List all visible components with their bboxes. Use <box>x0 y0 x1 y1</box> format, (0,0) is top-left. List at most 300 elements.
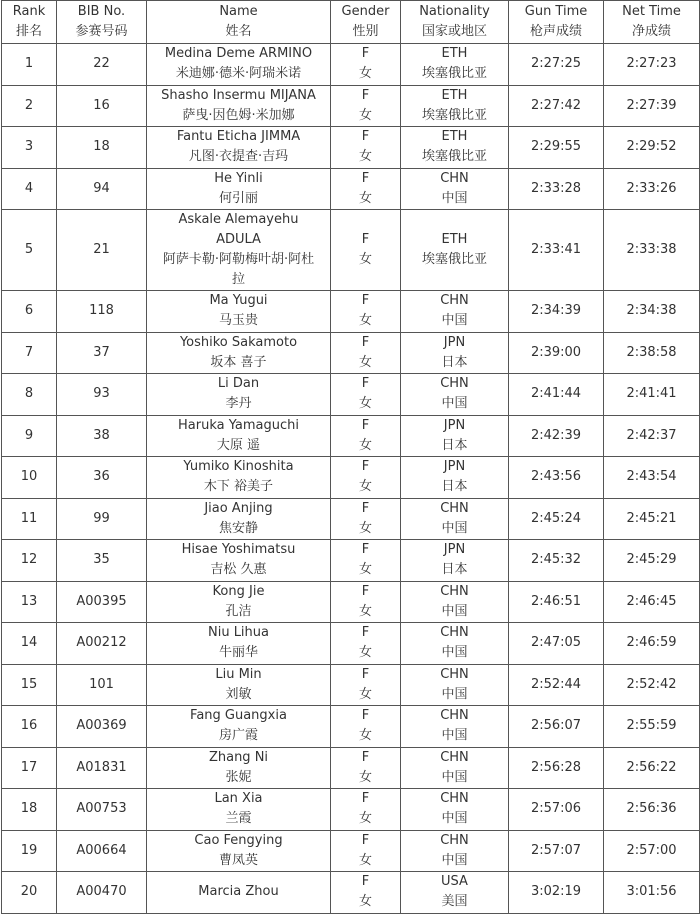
gender-cell <box>331 872 401 914</box>
name-cell-line: 大原 遥 <box>216 437 261 453</box>
rank-cell-line: 14 <box>20 635 38 651</box>
net-time-cell <box>604 581 700 623</box>
nationality-cell-line: CHN <box>440 625 469 641</box>
gender-cell <box>331 581 401 623</box>
rank-cell <box>2 581 57 623</box>
net-time-cell <box>604 210 700 291</box>
nationality-cell-line: 中国 <box>441 520 468 536</box>
rank-cell <box>2 332 57 374</box>
name-cell-line: He Yinli <box>214 170 263 186</box>
gender-cell-line: F <box>361 542 370 558</box>
gender-cell-line: F <box>361 46 370 62</box>
gun-time-cell-line: 2:47:05 <box>530 635 582 651</box>
gender-cell-line: F <box>361 583 370 599</box>
net-time-cell-line: 2:27:39 <box>626 97 677 113</box>
rank-cell <box>2 457 57 499</box>
gun-time-cell-line: 2:27:42 <box>530 97 582 113</box>
gender-cell <box>331 210 401 291</box>
bib-cell-line: A01831 <box>76 759 127 775</box>
name-cell-line: 何引丽 <box>218 190 258 206</box>
gun-time-cell <box>509 332 604 374</box>
name-cell <box>147 581 331 623</box>
gun-time-cell <box>509 581 604 623</box>
nationality-cell-line: 日本 <box>441 437 468 453</box>
name-cell-line: 兰霞 <box>225 811 252 827</box>
gun-time-cell-line: 2:57:06 <box>530 801 582 817</box>
nationality-cell-line: 日本 <box>441 354 468 370</box>
gender-cell-line: 女 <box>358 769 372 785</box>
nationality-cell-line: 中国 <box>441 190 468 206</box>
nationality-cell-line: CHN <box>440 500 469 516</box>
name-cell <box>147 415 331 457</box>
nationality-cell <box>401 747 509 789</box>
gun-time-cell <box>509 498 604 540</box>
rank-cell-line: 6 <box>24 303 34 319</box>
rank-cell <box>2 872 57 914</box>
gender-cell-line: 女 <box>358 313 372 329</box>
header-rank-zh: 排名 <box>15 24 42 39</box>
header-gender-zh: 性别 <box>352 24 379 39</box>
nationality-cell-line: 中国 <box>441 396 468 412</box>
nationality-cell-line: CHN <box>440 293 469 309</box>
bib-cell <box>57 664 147 706</box>
net-time-cell-line: 2:52:42 <box>626 676 677 692</box>
gender-cell-line: F <box>361 87 370 103</box>
gun-time-cell <box>509 872 604 914</box>
nationality-cell-line: ETH <box>441 87 468 103</box>
gender-cell <box>331 623 401 665</box>
gun-time-cell-line: 2:56:28 <box>530 759 582 775</box>
gender-cell-line: 女 <box>358 479 372 495</box>
gender-cell-line: 女 <box>358 852 372 868</box>
gun-time-cell-line: 2:39:00 <box>530 344 582 360</box>
gender-cell-line: 女 <box>358 562 372 578</box>
bib-cell-line: 99 <box>93 510 110 526</box>
gender-cell-line: 女 <box>358 437 372 453</box>
net-time-cell <box>604 374 700 416</box>
gender-cell-line: 女 <box>358 645 372 661</box>
name-cell-line: Kong Jie <box>212 583 265 599</box>
table-row <box>2 44 700 86</box>
net-time-cell <box>604 623 700 665</box>
nationality-cell-line: ETH <box>441 46 468 62</box>
gender-cell-line: F <box>361 625 370 641</box>
header-bib <box>57 1 147 44</box>
gender-cell <box>331 789 401 831</box>
gun-time-cell-line: 2:29:55 <box>530 139 582 155</box>
rank-cell <box>2 747 57 789</box>
bib-cell <box>57 789 147 831</box>
gender-cell-line: 女 <box>358 686 372 702</box>
name-cell-line: 木下 裕美子 <box>203 479 274 495</box>
rank-cell-line: 18 <box>20 801 38 817</box>
nationality-cell-line: 中国 <box>441 769 468 785</box>
nationality-cell <box>401 332 509 374</box>
gender-cell-line: F <box>361 170 370 186</box>
gun-time-cell <box>509 623 604 665</box>
name-cell-line: 马玉贵 <box>218 313 258 329</box>
gun-time-cell-line: 3:02:19 <box>530 884 582 900</box>
net-time-cell-line: 2:33:26 <box>626 180 677 196</box>
gender-cell-line: 女 <box>358 66 372 82</box>
net-time-cell <box>604 706 700 748</box>
gender-cell-line: 女 <box>358 520 372 536</box>
gender-cell <box>331 706 401 748</box>
header-nationality <box>401 1 509 44</box>
nationality-cell <box>401 168 509 210</box>
gender-cell-line: F <box>361 500 370 516</box>
bib-cell <box>57 332 147 374</box>
gender-cell <box>331 540 401 582</box>
gender-cell-line: F <box>361 708 370 724</box>
net-time-cell-line: 2:46:59 <box>626 635 677 651</box>
header-nationality-en: Nationality <box>419 4 490 19</box>
nationality-cell-line: CHN <box>440 708 469 724</box>
rank-cell <box>2 498 57 540</box>
gun-time-cell-line: 2:42:39 <box>530 427 582 443</box>
table-row <box>2 872 700 914</box>
gun-time-cell-line: 2:45:24 <box>530 510 582 526</box>
name-cell <box>147 830 331 872</box>
header-net-time <box>604 1 700 44</box>
table-row <box>2 581 700 623</box>
bib-cell-line: 118 <box>89 303 114 319</box>
rank-cell-line: 20 <box>20 884 38 900</box>
table-row <box>2 85 700 127</box>
rank-cell <box>2 415 57 457</box>
bib-cell-line: 94 <box>93 180 110 196</box>
nationality-cell-line: CHN <box>440 170 469 186</box>
header-gun-time-zh: 枪声成绩 <box>529 24 582 39</box>
name-cell <box>147 540 331 582</box>
nationality-cell <box>401 623 509 665</box>
rank-cell <box>2 830 57 872</box>
table-header <box>2 1 700 44</box>
rank-cell <box>2 85 57 127</box>
gun-time-cell-line: 2:41:44 <box>530 386 582 402</box>
nationality-cell-line: CHN <box>440 666 469 682</box>
gun-time-cell-line: 2:57:07 <box>530 842 582 858</box>
bib-cell-line: 101 <box>89 676 114 692</box>
gun-time-cell <box>509 374 604 416</box>
gun-time-cell <box>509 457 604 499</box>
rank-cell-line: 16 <box>20 718 38 734</box>
gun-time-cell <box>509 85 604 127</box>
gender-cell <box>331 127 401 169</box>
nationality-cell-line: 日本 <box>441 562 468 578</box>
header-rank <box>2 1 57 44</box>
gender-cell-line: 女 <box>358 190 372 206</box>
rank-cell <box>2 168 57 210</box>
rank-cell-line: 12 <box>20 552 38 568</box>
name-cell-line: Marcia Zhou <box>198 884 279 900</box>
bib-cell <box>57 498 147 540</box>
name-cell-line: Medina Deme ARMINO <box>164 46 313 62</box>
name-cell <box>147 210 331 291</box>
name-cell-line: 李丹 <box>225 396 252 412</box>
bib-cell-line: 37 <box>93 344 110 360</box>
gender-cell <box>331 85 401 127</box>
net-time-cell <box>604 85 700 127</box>
nationality-cell <box>401 830 509 872</box>
nationality-cell-line: 中国 <box>441 811 468 827</box>
gender-cell-line: F <box>361 293 370 309</box>
net-time-cell-line: 2:38:58 <box>626 344 677 360</box>
bib-cell <box>57 581 147 623</box>
rank-cell <box>2 664 57 706</box>
name-cell-line: Fantu Eticha JIMMA <box>176 129 301 145</box>
table-body <box>2 44 700 914</box>
bib-cell-line: 38 <box>93 427 110 443</box>
net-time-cell-line: 2:57:00 <box>626 842 677 858</box>
bib-cell <box>57 457 147 499</box>
name-cell-line: Yoshiko Sakamoto <box>179 334 298 350</box>
gun-time-cell-line: 2:52:44 <box>530 676 582 692</box>
name-cell-line: 孔洁 <box>225 603 252 619</box>
header-gender <box>331 1 401 44</box>
header-nationality-zh: 国家或地区 <box>421 24 487 39</box>
gun-time-cell <box>509 747 604 789</box>
nationality-cell <box>401 127 509 169</box>
gun-time-cell-line: 2:45:32 <box>530 552 582 568</box>
nationality-cell-line: 中国 <box>441 852 468 868</box>
net-time-cell-line: 2:34:38 <box>626 303 677 319</box>
net-time-cell <box>604 332 700 374</box>
table-row <box>2 168 700 210</box>
name-cell-line: ADULA <box>216 232 261 247</box>
nationality-cell-line: CHN <box>440 791 469 807</box>
nationality-cell <box>401 498 509 540</box>
rank-cell <box>2 789 57 831</box>
gun-time-cell <box>509 415 604 457</box>
gender-cell-line: F <box>361 832 370 848</box>
nationality-cell-line: 埃塞俄比亚 <box>421 149 487 165</box>
net-time-cell <box>604 747 700 789</box>
header-name-en: Name <box>219 4 258 19</box>
table-row <box>2 332 700 374</box>
table-row <box>2 291 700 333</box>
gun-time-cell <box>509 540 604 582</box>
bib-cell-line: A00753 <box>76 801 127 817</box>
gender-cell-line: 女 <box>358 107 372 123</box>
table-row <box>2 127 700 169</box>
name-cell-line: 阿萨卡勒·阿勒梅叶胡·阿杜 <box>162 252 315 267</box>
net-time-cell <box>604 830 700 872</box>
name-cell <box>147 374 331 416</box>
bib-cell-line: A00395 <box>76 593 127 609</box>
name-cell-line: Ma Yugui <box>209 293 268 309</box>
name-cell <box>147 872 331 914</box>
bib-cell <box>57 706 147 748</box>
gender-cell-line: 女 <box>358 396 372 412</box>
name-cell-line: Hisae Yoshimatsu <box>181 542 296 558</box>
header-name-zh: 姓名 <box>225 24 252 39</box>
name-cell-line: 坂本 喜子 <box>210 354 267 370</box>
rank-cell-line: 9 <box>24 427 34 443</box>
nationality-cell <box>401 706 509 748</box>
header-bib-en: BIB No. <box>77 4 126 19</box>
name-cell-line: 米迪娜·德米·阿瑞米诺 <box>175 66 302 82</box>
nationality-cell-line: 中国 <box>441 603 468 619</box>
gender-cell-line: F <box>361 376 370 392</box>
gender-cell-line: 女 <box>358 603 372 619</box>
name-cell-line: Shasho Insermu MIJANA <box>161 87 316 103</box>
gender-cell-line: F <box>361 232 370 247</box>
header-row <box>2 1 700 44</box>
header-gender-en: Gender <box>341 4 390 19</box>
net-time-cell <box>604 168 700 210</box>
net-time-cell-line: 2:45:21 <box>626 510 677 526</box>
gun-time-cell <box>509 210 604 291</box>
gender-cell-line: 女 <box>358 811 372 827</box>
bib-cell <box>57 168 147 210</box>
rank-cell <box>2 706 57 748</box>
name-cell <box>147 457 331 499</box>
table-row <box>2 210 700 291</box>
name-cell-line: Niu Lihua <box>207 625 269 641</box>
bib-cell-line: 35 <box>93 552 110 568</box>
name-cell-line: Cao Fengying <box>194 832 283 848</box>
bib-cell-line: 36 <box>93 469 110 485</box>
net-time-cell-line: 2:56:36 <box>626 801 677 817</box>
gender-cell <box>331 830 401 872</box>
net-time-cell <box>604 540 700 582</box>
bib-cell <box>57 291 147 333</box>
net-time-cell-line: 3:01:56 <box>626 884 677 900</box>
gun-time-cell <box>509 168 604 210</box>
header-rank-en: Rank <box>12 4 46 19</box>
nationality-cell-line: JPN <box>443 542 466 558</box>
net-time-cell-line: 2:33:38 <box>626 242 677 257</box>
nationality-cell-line: CHN <box>440 583 469 599</box>
nationality-cell-line: 埃塞俄比亚 <box>421 66 487 82</box>
nationality-cell <box>401 664 509 706</box>
gender-cell <box>331 374 401 416</box>
bib-cell-line: A00369 <box>76 718 127 734</box>
gender-cell <box>331 457 401 499</box>
nationality-cell <box>401 210 509 291</box>
table-row <box>2 623 700 665</box>
nationality-cell-line: JPN <box>443 459 466 475</box>
nationality-cell-line: CHN <box>440 832 469 848</box>
rank-cell-line: 4 <box>24 180 34 196</box>
gender-cell <box>331 332 401 374</box>
table-row <box>2 664 700 706</box>
net-time-cell <box>604 44 700 86</box>
name-cell-line: 凡图·衣提查·吉玛 <box>188 149 289 165</box>
name-cell <box>147 498 331 540</box>
rank-cell-line: 15 <box>20 676 38 692</box>
name-cell-line: 房广霞 <box>218 728 258 744</box>
nationality-cell <box>401 540 509 582</box>
nationality-cell <box>401 85 509 127</box>
net-time-cell-line: 2:43:54 <box>626 469 677 485</box>
gender-cell-line: F <box>361 791 370 807</box>
header-name <box>147 1 331 44</box>
net-time-cell <box>604 415 700 457</box>
gender-cell <box>331 415 401 457</box>
gun-time-cell-line: 2:34:39 <box>530 303 582 319</box>
name-cell <box>147 789 331 831</box>
gender-cell-line: 女 <box>358 354 372 370</box>
gender-cell-line: 女 <box>358 252 372 267</box>
gender-cell-line: 女 <box>358 728 372 744</box>
rank-cell-line: 7 <box>24 344 34 360</box>
net-time-cell-line: 2:41:41 <box>626 386 677 402</box>
bib-cell-line: A00664 <box>76 842 127 858</box>
name-cell <box>147 332 331 374</box>
name-cell-line: Fang Guangxia <box>190 708 287 724</box>
rank-cell-line: 5 <box>24 242 34 257</box>
nationality-cell <box>401 374 509 416</box>
rank-cell-line: 8 <box>24 386 34 402</box>
name-cell-line: 拉 <box>231 272 245 287</box>
header-gun-time <box>509 1 604 44</box>
net-time-cell-line: 2:42:37 <box>626 427 677 443</box>
table-row <box>2 789 700 831</box>
nationality-cell-line: CHN <box>440 749 469 765</box>
gender-cell-line: F <box>361 129 370 145</box>
rank-cell-line: 2 <box>24 97 34 113</box>
bib-cell <box>57 44 147 86</box>
gun-time-cell <box>509 127 604 169</box>
bib-cell-line: 22 <box>93 56 110 72</box>
name-cell <box>147 706 331 748</box>
gender-cell <box>331 168 401 210</box>
gun-time-cell-line: 2:27:25 <box>530 56 582 72</box>
bib-cell <box>57 623 147 665</box>
name-cell-line: 张妮 <box>225 769 252 785</box>
nationality-cell-line: ETH <box>441 129 468 145</box>
gender-cell <box>331 44 401 86</box>
header-net-time-en: Net Time <box>622 4 681 19</box>
nationality-cell-line: ETH <box>441 232 468 247</box>
net-time-cell <box>604 457 700 499</box>
rank-cell-line: 17 <box>20 759 38 775</box>
rank-cell <box>2 540 57 582</box>
name-cell <box>147 747 331 789</box>
rank-cell <box>2 623 57 665</box>
gender-cell-line: F <box>361 334 370 350</box>
rank-cell <box>2 44 57 86</box>
name-cell-line: Jiao Anjing <box>204 500 273 516</box>
rank-cell-line: 10 <box>20 469 38 485</box>
gender-cell-line: F <box>361 417 370 433</box>
rank-cell <box>2 291 57 333</box>
results-table <box>1 0 700 914</box>
bib-cell-line: 21 <box>93 242 110 257</box>
table-row <box>2 830 700 872</box>
nationality-cell <box>401 44 509 86</box>
nationality-cell-line: USA <box>441 874 468 890</box>
bib-cell <box>57 85 147 127</box>
gender-cell-line: F <box>361 666 370 682</box>
gun-time-cell <box>509 291 604 333</box>
table-row <box>2 498 700 540</box>
gender-cell-line: 女 <box>358 149 372 165</box>
table-row <box>2 415 700 457</box>
gender-cell <box>331 498 401 540</box>
net-time-cell <box>604 127 700 169</box>
bib-cell <box>57 872 147 914</box>
rank-cell <box>2 127 57 169</box>
bib-cell-line: A00212 <box>76 635 127 651</box>
bib-cell <box>57 210 147 291</box>
net-time-cell-line: 2:45:29 <box>626 552 677 568</box>
nationality-cell <box>401 789 509 831</box>
nationality-cell-line: 日本 <box>441 479 468 495</box>
name-cell-line: 牛丽华 <box>218 645 258 661</box>
